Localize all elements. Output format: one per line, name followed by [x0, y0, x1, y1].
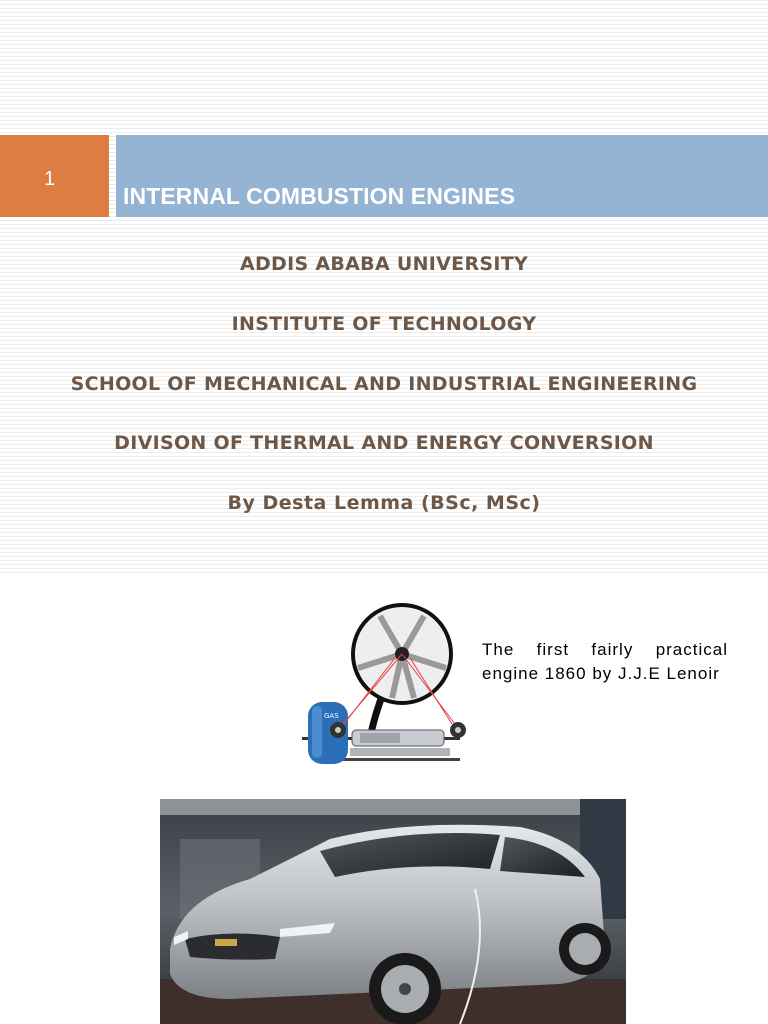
slide-number-box — [0, 135, 109, 217]
author-line: By Desta Lemma (BSc, MSc) — [227, 492, 541, 514]
lenoir-engine-illustration — [300, 598, 472, 770]
title-bar — [116, 135, 768, 217]
concept-car-photo — [160, 799, 626, 1024]
slide-number: 1 — [44, 168, 56, 190]
division-name: DIVISON OF THERMAL AND ENERGY CONVERSION — [114, 432, 654, 454]
svg-text:GAS: GAS — [324, 712, 339, 720]
university-name: ADDIS ABABA UNIVERSITY — [239, 253, 529, 275]
slide-title: INTERNAL COMBUSTION ENGINES — [123, 183, 516, 209]
school-name: SCHOOL OF MECHANICAL AND INDUSTRIAL ENGINEERING — [70, 373, 698, 395]
engine-caption: The first fairly practical engine 1860 by J.J.E Lenoir — [482, 640, 728, 683]
institute-name: INSTITUTE OF TECHNOLOGY — [231, 313, 537, 335]
